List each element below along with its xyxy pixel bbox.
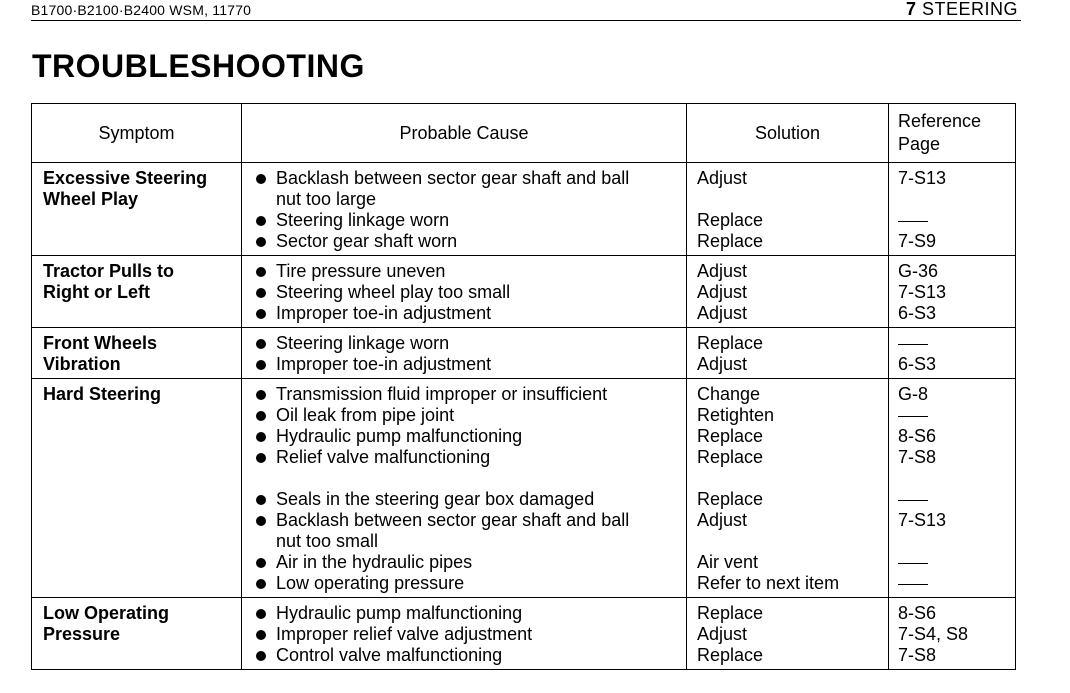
table-row bbox=[32, 379, 1016, 598]
solution-cell bbox=[687, 256, 889, 328]
section-number: 7 bbox=[905, 0, 917, 19]
solution-cell bbox=[687, 163, 889, 256]
bullet-icon bbox=[256, 267, 266, 277]
reference-none bbox=[898, 405, 1007, 426]
cause-text: Transmission fluid improper or insufficient bbox=[276, 384, 608, 404]
symptom-cell bbox=[32, 379, 242, 598]
solution-text: Air vent bbox=[697, 552, 759, 572]
cause-text: Steering linkage worn bbox=[276, 210, 450, 230]
cause-text: Relief valve malfunctioning bbox=[276, 447, 491, 467]
reference-page: 7-S13 bbox=[898, 510, 947, 530]
cause-item bbox=[254, 384, 678, 405]
cause-text: Tire pressure uneven bbox=[276, 261, 446, 281]
solution-cell bbox=[687, 379, 889, 598]
reference-page: 7-S13 bbox=[898, 282, 947, 302]
cause-text: Steering wheel play too small bbox=[276, 282, 511, 302]
cause-text: nut too small bbox=[276, 531, 379, 551]
reference-page: 6-S3 bbox=[898, 354, 937, 374]
symptom-text: Low Operating bbox=[43, 603, 169, 623]
cause-item bbox=[254, 645, 678, 666]
table-row bbox=[32, 163, 1016, 256]
bullet-icon bbox=[256, 216, 266, 226]
reference-page: G-8 bbox=[898, 384, 929, 404]
symptom-text: Wheel Play bbox=[43, 189, 139, 209]
symptom-text: Excessive Steering bbox=[43, 168, 208, 188]
reference-page: 8-S6 bbox=[898, 603, 937, 623]
cause-text: Sector gear shaft worn bbox=[276, 231, 458, 251]
bullet-icon bbox=[256, 360, 266, 370]
bullet-icon bbox=[256, 339, 266, 349]
cause-text: Hydraulic pump malfunctioning bbox=[276, 426, 523, 446]
cause-text: Backlash between sector gear shaft and ball bbox=[276, 168, 630, 188]
solution-cell bbox=[687, 328, 889, 379]
troubleshooting-table bbox=[31, 103, 1016, 670]
solution-cell bbox=[687, 598, 889, 670]
dash-icon bbox=[898, 344, 928, 345]
cause-item bbox=[254, 510, 678, 552]
cause-item bbox=[254, 405, 678, 426]
reference-none bbox=[898, 489, 1007, 510]
reference-page: 7-S9 bbox=[898, 231, 937, 251]
reference-page: 7-S8 bbox=[898, 447, 937, 467]
bullet-icon bbox=[256, 651, 266, 661]
reference-cell bbox=[889, 328, 1016, 379]
cause-text: Improper toe-in adjustment bbox=[276, 303, 492, 323]
reference-header-line2: Page bbox=[898, 134, 941, 154]
cause-cell bbox=[242, 256, 687, 328]
reference-none bbox=[898, 573, 1007, 594]
dash-icon bbox=[898, 500, 928, 501]
symptom-text: Tractor Pulls to bbox=[43, 261, 175, 281]
dash-icon bbox=[898, 221, 928, 222]
table-row bbox=[32, 256, 1016, 328]
bullet-icon bbox=[256, 630, 266, 640]
symptom-cell bbox=[32, 598, 242, 670]
solution-text: Replace bbox=[697, 447, 764, 467]
solution-text: Replace bbox=[697, 210, 764, 230]
cause-item bbox=[254, 231, 678, 252]
cause-text: Oil leak from pipe joint bbox=[276, 405, 455, 425]
bullet-icon bbox=[256, 579, 266, 589]
bullet-icon bbox=[256, 288, 266, 298]
reference-page: G-36 bbox=[898, 261, 939, 281]
cause-cell bbox=[242, 163, 687, 256]
cause-item bbox=[254, 210, 678, 231]
bullet-icon bbox=[256, 453, 266, 463]
cause-text: Air in the hydraulic pipes bbox=[276, 552, 473, 572]
bullet-icon bbox=[256, 558, 266, 568]
cause-text: Backlash between sector gear shaft and ball bbox=[276, 510, 630, 530]
symptom-text: Pressure bbox=[43, 624, 121, 644]
symptom-cell bbox=[32, 256, 242, 328]
dash-icon bbox=[898, 584, 928, 585]
reference-page: 6-S3 bbox=[898, 303, 937, 323]
reference-page: 7-S13 bbox=[898, 168, 947, 188]
symptom-text: Right or Left bbox=[43, 282, 150, 302]
cause-item bbox=[254, 552, 678, 573]
symptom-text: Vibration bbox=[43, 354, 121, 374]
cause-item bbox=[254, 573, 678, 594]
solution-text: Adjust bbox=[697, 168, 748, 188]
bullet-icon bbox=[256, 237, 266, 247]
cause-item bbox=[254, 168, 678, 210]
cause-text: nut too large bbox=[276, 189, 377, 209]
header-divider bbox=[31, 20, 1021, 21]
solution-text: Adjust bbox=[697, 261, 748, 281]
solution-text: Retighten bbox=[697, 405, 775, 425]
table-header-row bbox=[32, 104, 1016, 163]
bullet-icon bbox=[256, 411, 266, 421]
solution-text: Adjust bbox=[697, 624, 748, 644]
dash-icon bbox=[898, 563, 928, 564]
solution-text: Replace bbox=[697, 603, 764, 623]
solution-text: Refer to next item bbox=[697, 573, 840, 593]
header-section bbox=[906, 0, 1018, 20]
table-row bbox=[32, 328, 1016, 379]
reference-page: 7-S4, S8 bbox=[898, 624, 969, 644]
bullet-icon bbox=[256, 309, 266, 319]
cause-cell bbox=[242, 598, 687, 670]
symptom-cell bbox=[32, 163, 242, 256]
solution-text: Replace bbox=[697, 333, 764, 353]
cause-item bbox=[254, 333, 678, 354]
table-body bbox=[32, 163, 1016, 670]
cause-text: Improper toe-in adjustment bbox=[276, 354, 492, 374]
bullet-icon bbox=[256, 516, 266, 526]
cause-item bbox=[254, 603, 678, 624]
section-name: STEERING bbox=[921, 0, 1018, 19]
reference-page: 7-S8 bbox=[898, 645, 937, 665]
page-title: TROUBLESHOOTING bbox=[32, 48, 365, 84]
cause-cell bbox=[242, 379, 687, 598]
symptom-text: Hard Steering bbox=[43, 384, 162, 404]
reference-cell bbox=[889, 163, 1016, 256]
cause-text: Control valve malfunctioning bbox=[276, 645, 503, 665]
solution-text: Replace bbox=[697, 426, 764, 446]
cause-item bbox=[254, 303, 678, 324]
cause-item bbox=[254, 447, 678, 468]
solution-text: Change bbox=[697, 384, 761, 404]
bullet-icon bbox=[256, 609, 266, 619]
reference-header-line1: Reference bbox=[898, 111, 982, 131]
solution-text: Adjust bbox=[697, 354, 748, 374]
reference-none bbox=[898, 210, 1007, 231]
cause-text: Hydraulic pump malfunctioning bbox=[276, 603, 523, 623]
cause-item bbox=[254, 624, 678, 645]
solution-text: Replace bbox=[697, 231, 764, 251]
cause-text: Low operating pressure bbox=[276, 573, 465, 593]
solution-text: Replace bbox=[697, 645, 764, 665]
cause-cell bbox=[242, 328, 687, 379]
dash-icon bbox=[898, 416, 928, 417]
bullet-icon bbox=[256, 390, 266, 400]
cause-text: Steering linkage worn bbox=[276, 333, 450, 353]
reference-page: 8-S6 bbox=[898, 426, 937, 446]
cause-item bbox=[254, 282, 678, 303]
symptom-cell bbox=[32, 328, 242, 379]
bullet-icon bbox=[256, 495, 266, 505]
bullet-icon bbox=[256, 432, 266, 442]
cause-item bbox=[254, 354, 678, 375]
symptom-text: Front Wheels bbox=[43, 333, 158, 353]
cause-item bbox=[254, 261, 678, 282]
cause-text: Seals in the steering gear box damaged bbox=[276, 489, 595, 509]
cause-text: Improper relief valve adjustment bbox=[276, 624, 533, 644]
reference-cell bbox=[889, 379, 1016, 598]
solution-text: Adjust bbox=[697, 510, 748, 530]
bullet-icon bbox=[256, 174, 266, 184]
solution-text: Replace bbox=[697, 489, 764, 509]
column-header-reference bbox=[889, 104, 1016, 163]
solution-text: Adjust bbox=[697, 282, 748, 302]
cause-item bbox=[254, 426, 678, 447]
cause-item bbox=[254, 489, 678, 510]
header-model-info: B1700·B2100·B2400 WSM, 11770 bbox=[31, 2, 252, 18]
column-header-solution: Solution bbox=[687, 104, 889, 163]
reference-cell bbox=[889, 598, 1016, 670]
column-header-cause: Probable Cause bbox=[242, 104, 687, 163]
column-header-symptom: Symptom bbox=[32, 104, 242, 163]
reference-cell bbox=[889, 256, 1016, 328]
reference-none bbox=[898, 552, 1007, 573]
reference-none bbox=[898, 333, 1007, 354]
table-row bbox=[32, 598, 1016, 670]
solution-text: Adjust bbox=[697, 303, 748, 323]
